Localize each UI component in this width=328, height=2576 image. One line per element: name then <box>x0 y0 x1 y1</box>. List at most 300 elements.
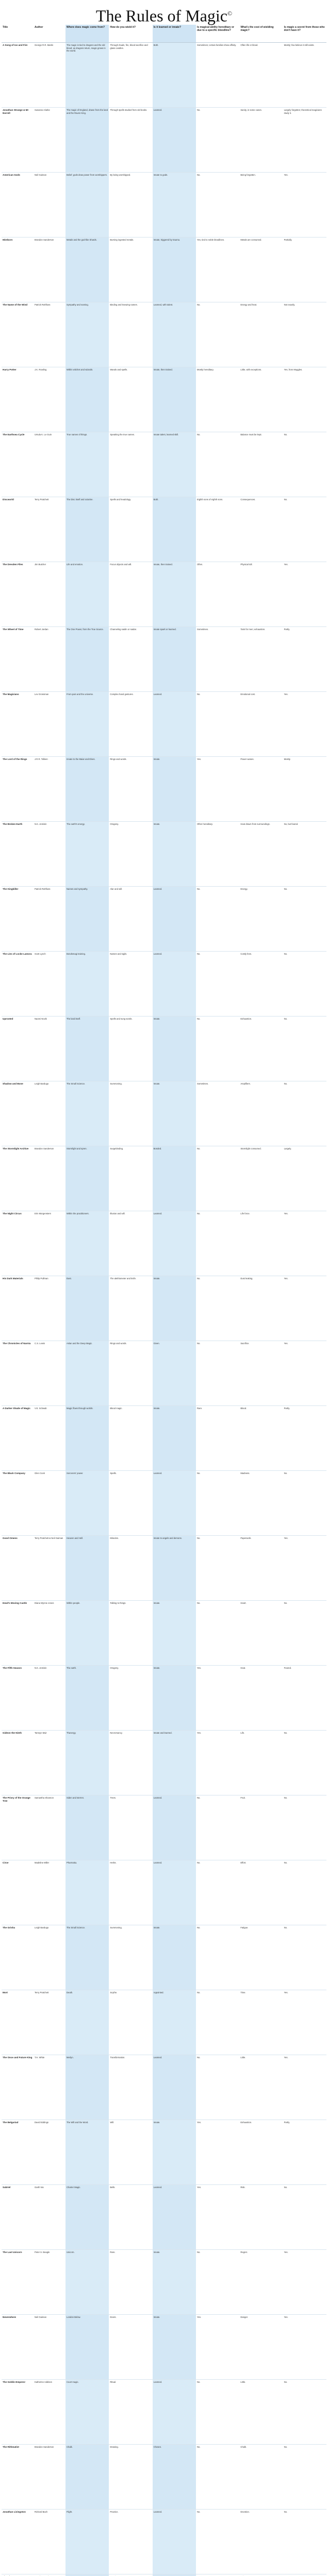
answer-cell: Exhaustion. <box>239 1016 283 1081</box>
book-title-cell: The Belgariad <box>2 2120 34 2185</box>
answer-cell: Summoning. <box>109 1081 152 1146</box>
answer-cell: No, but feared. <box>283 822 326 887</box>
book-title-cell: The Last Unicorn <box>2 2250 34 2315</box>
author-cell: Katherine Addison <box>34 2380 65 2445</box>
answer-cell: Charter Magic. <box>65 2185 109 2250</box>
author-cell: Brandon Sanderson <box>34 1146 65 1211</box>
answer-cell: Flight. <box>65 2510 109 2574</box>
author-cell: Jim Butcher <box>34 562 65 627</box>
book-title-cell: A Darker Shade of Magic <box>2 1406 34 1471</box>
answer-cell: Necromancy. <box>109 1731 152 1795</box>
author-cell: Richard Bach <box>34 2510 65 2574</box>
table-row <box>2 1341 326 1406</box>
answer-cell: Life and emotion. <box>65 562 109 627</box>
answer-cell: Sacrifice. <box>239 1341 283 1406</box>
answer-cell: Yes. <box>283 1536 326 1601</box>
answer-cell: Partly. <box>283 627 326 692</box>
answer-cell: Yes. <box>196 2185 239 2250</box>
answer-cell: No. <box>196 108 239 173</box>
table-row <box>2 2250 326 2315</box>
answer-cell: No. <box>283 432 326 497</box>
author-cell: David Eddings <box>34 2120 65 2185</box>
answer-cell: Yes. <box>283 2250 326 2315</box>
answer-cell: Innate. <box>153 2120 196 2185</box>
author-cell: Naomi Novik <box>34 1016 65 1081</box>
answer-cell: Blood magic. <box>109 1406 152 1471</box>
answer-cell: Little, with exceptions. <box>239 367 283 432</box>
table-row <box>2 2445 326 2510</box>
answer-cell: The earth's energy. <box>65 822 109 887</box>
answer-cell: No. <box>196 2380 239 2445</box>
answer-cell: Yes. <box>196 757 239 822</box>
book-title-cell: Neverwhere <box>2 2315 34 2380</box>
book-title-cell: Jonathan Livingston <box>2 2510 34 2574</box>
answer-cell: No. <box>196 2055 239 2120</box>
answer-cell: Danger. <box>239 2315 283 2380</box>
answer-cell: Innate spark or learned. <box>153 627 196 692</box>
answer-cell: Yes. <box>283 692 326 757</box>
author-cell: Neil Gaiman <box>34 2315 65 2380</box>
answer-cell: Learned. <box>153 2510 196 2574</box>
answer-cell: Paperwork. <box>239 1536 283 1601</box>
table-row <box>2 2380 326 2445</box>
answer-cell: Madness. <box>239 1471 283 1536</box>
answer-cell: Amplifiers. <box>239 1081 283 1146</box>
book-title-cell: The Lord of the Rings <box>2 757 34 822</box>
author-cell: Tamsyn Muir <box>34 1731 65 1795</box>
answer-cell: Dust. <box>65 1276 109 1341</box>
answer-cell: Often. <box>196 562 239 627</box>
column-header: How do you wield it? <box>109 25 152 43</box>
column-header: Is it learned or innate? <box>153 25 196 43</box>
answer-cell: Alar and will. <box>109 887 152 952</box>
answer-cell: Heat. <box>239 1666 283 1731</box>
answer-cell: No. <box>196 1211 239 1276</box>
table-row <box>2 1795 326 1860</box>
answer-cell: No. <box>196 1860 239 1925</box>
answer-cell: Yes. <box>283 2055 326 2120</box>
table-header <box>2 25 326 43</box>
answer-cell: Siden and sterren. <box>65 1795 109 1860</box>
answer-cell: Names and sympathy. <box>65 887 109 952</box>
answer-cell: No. <box>196 1016 239 1081</box>
answer-cell: Spells and headology. <box>109 497 152 562</box>
answer-cell: Merlyn. <box>65 2055 109 2120</box>
answer-cell: Innate. <box>153 1016 196 1081</box>
answer-cell: No. <box>283 2380 326 2445</box>
author-cell: Lev Grossman <box>34 692 65 757</box>
answer-cell: No. <box>283 1471 326 1536</box>
answer-cell: The land itself. <box>65 1016 109 1081</box>
answer-cell: Learned. <box>153 1795 196 1860</box>
table-row <box>2 887 326 952</box>
book-title-cell: The Magicians <box>2 692 34 757</box>
table-row <box>2 627 326 692</box>
table-row <box>2 1731 326 1795</box>
answer-cell: Learned. <box>153 952 196 1016</box>
answer-cell: Stormlight consumed. <box>239 1146 283 1211</box>
book-title-cell: Good Omens <box>2 1536 34 1601</box>
answer-cell: No. <box>196 2445 239 2510</box>
table-row <box>2 1666 326 1731</box>
author-cell: Susanna Clarke <box>34 108 65 173</box>
answer-cell: Innate. <box>153 822 196 887</box>
answer-cell: The earth. <box>65 1666 109 1731</box>
author-cell: Samantha Shannon <box>34 1795 65 1860</box>
book-title-cell: The Stormlight Archive <box>2 1146 34 1211</box>
answer-cell: Innate, then trained. <box>153 562 196 627</box>
table-row <box>2 2185 326 2250</box>
book-title-cell: The Fifth Season <box>2 1666 34 1731</box>
book-title-cell: Shadow and Bone <box>2 1081 34 1146</box>
table-row <box>2 2120 326 2185</box>
book-title-cell: The Grisha <box>2 1925 34 1990</box>
answer-cell: Innate. <box>153 1601 196 1666</box>
answer-cell: Innate. <box>153 2315 196 2380</box>
answer-cell: Fatigue. <box>239 1925 283 1990</box>
answer-cell <box>283 2574 326 2576</box>
answer-cell: No. <box>283 1081 326 1146</box>
answer-cell: Pharmaka. <box>65 1860 109 1925</box>
author-cell: N.K. Jemisin <box>34 822 65 887</box>
answer-cell: Feared. <box>283 1666 326 1731</box>
answer-cell: No. <box>283 1860 326 1925</box>
answer-cell: Innate. <box>153 1406 196 1471</box>
answer-cell: Power wanes. <box>239 757 283 822</box>
page-title <box>2 0 326 25</box>
book-title-cell: Circe <box>2 1860 34 1925</box>
book-title-cell: The Chronicles of Narnia <box>2 1341 34 1406</box>
author-cell: Glen Cook <box>34 1471 65 1536</box>
answer-cell: Partially. <box>283 238 326 302</box>
answer-cell: Yes. <box>283 1990 326 2055</box>
answer-cell: No. <box>196 2250 239 2315</box>
table-row <box>2 43 326 108</box>
answer-cell: Both. <box>153 43 196 108</box>
answer-cell: Heart. <box>239 1601 283 1666</box>
answer-cell <box>153 2574 196 2576</box>
author-cell: C.S. Lewis <box>34 1341 65 1406</box>
answer-cell: Doors. <box>109 2315 152 2380</box>
book-title-cell: The Priory of the Orange Tree <box>2 1795 34 1860</box>
book-title-cell: A Song of Ice and Fire <box>2 43 34 108</box>
answer-cell: Drawing. <box>109 2445 152 2510</box>
author-cell: Ursula K. Le Guin <box>34 432 65 497</box>
answer-cell: No. <box>196 173 239 238</box>
answer-cell: Heat drawn from surroundings. <box>239 822 283 887</box>
answer-cell: Speaking the true names. <box>109 432 152 497</box>
column-header: Is magical ability hereditary or due to a specific bloodline? <box>196 25 239 43</box>
book-title-cell: Jonathan Strange & Mr Norrell <box>2 108 34 173</box>
author-cell: V.E. Schwab <box>34 1406 65 1471</box>
answer-cell: Learned. <box>153 2380 196 2445</box>
book-title-cell: Uprooted <box>2 1016 34 1081</box>
answer-cell: Partly. <box>283 2120 326 2185</box>
answer-cell: Illusion and will. <box>109 1211 152 1276</box>
answer-cell: Being forgotten. <box>239 173 283 238</box>
answer-cell: The magic of England, drawn from the land and the Raven King. <box>65 108 109 173</box>
answer-cell <box>109 2574 152 2576</box>
author-cell: J.K. Rowling <box>34 367 65 432</box>
answer-cell: Yes. <box>196 1731 239 1795</box>
answer-cell <box>196 2574 239 2576</box>
book-title-cell: Gideon the Ninth <box>2 1731 34 1795</box>
answer-cell: No. <box>283 2185 326 2250</box>
author-cell <box>34 2574 65 2576</box>
answer-cell: No. <box>283 1601 326 1666</box>
answer-cell: Rings and words. <box>109 1341 152 1406</box>
book-title-cell: The Night Circus <box>2 1211 34 1276</box>
book-title-cell: The Once and Future King <box>2 2055 34 2120</box>
author-cell: Peter S. Beagle <box>34 2250 65 2315</box>
answer-cell: Will. <box>109 2120 152 2185</box>
answer-cell: Appointed. <box>153 1990 196 2055</box>
magic-table <box>2 25 326 2576</box>
author-cell: Patrick Rothfuss <box>34 302 65 367</box>
answer-cell: Orogeny. <box>109 822 152 887</box>
answer-cell: Yes. <box>283 1211 326 1276</box>
answer-cell: Yes, from Muggles. <box>283 367 326 432</box>
answer-cell: Innate, triggered by trauma. <box>153 238 196 302</box>
answer-cell: No. <box>283 952 326 1016</box>
answer-cell: Stormlight and spren. <box>65 1146 109 1211</box>
answer-cell: Metals and the god-like Shards. <box>65 238 109 302</box>
author-cell: Madeline Miller <box>34 1860 65 1925</box>
answer-cell: Costly fees. <box>239 952 283 1016</box>
answer-cell: The alethiometer and knife. <box>109 1276 152 1341</box>
answer-cell: No. <box>196 1341 239 1406</box>
answer-cell: Orogeny. <box>109 1666 152 1731</box>
answer-cell: Scythe. <box>109 1990 152 2055</box>
author-cell: Erin Morgenstern <box>34 1211 65 1276</box>
answer-cell: No. <box>283 887 326 952</box>
answer-cell: No. <box>196 1601 239 1666</box>
answer-cell: Rings and words. <box>109 757 152 822</box>
answer-cell: Both. <box>153 497 196 562</box>
answer-cell: Unicorn. <box>65 2250 109 2315</box>
answer-cell: Innate. <box>153 757 196 822</box>
answer-cell: Chalk. <box>65 2445 109 2510</box>
answer-cell: No. <box>196 1990 239 2055</box>
answer-cell: Names and sigils. <box>109 952 152 1016</box>
book-title-cell: The Broken Earth <box>2 822 34 887</box>
answer-cell: Yes. <box>196 1666 239 1731</box>
answer-cell: Mostly hereditary. <box>196 367 239 432</box>
answer-cell: Aslan and the Deep Magic. <box>65 1341 109 1406</box>
table-row <box>2 1016 326 1081</box>
book-title-cell: The Wheel of Time <box>2 627 34 692</box>
answer-cell <box>239 2574 283 2576</box>
table-row <box>2 822 326 887</box>
answer-cell <box>65 2574 109 2576</box>
answer-cell: Time. <box>239 1990 283 2055</box>
author-cell: T.H. White <box>34 2055 65 2120</box>
answer-cell: The Small Science. <box>65 1081 109 1146</box>
answer-cell: No. <box>196 1925 239 1990</box>
answer-cell: No. <box>196 1276 239 1341</box>
answer-cell: Focus objects and will. <box>109 562 152 627</box>
answer-cell: Little. <box>239 2380 283 2445</box>
answer-cell: Learned. <box>153 2055 196 2120</box>
answer-cell: No. <box>283 1925 326 1990</box>
answer-cell: Learned. <box>153 692 196 757</box>
author-cell: Robert Jordan <box>34 627 65 692</box>
title-mark: © <box>227 10 233 17</box>
book-title-cell: His Dark Materials <box>2 1276 34 1341</box>
answer-cell: Court magic. <box>65 2380 109 2445</box>
answer-cell: Given. <box>153 1341 196 1406</box>
answer-cell: Wands and spells. <box>109 367 152 432</box>
page-title-text: The Rules of Magic <box>95 6 227 25</box>
answer-cell: Rare. <box>109 2250 152 2315</box>
table-row <box>2 757 326 822</box>
answer-cell: Chalk. <box>239 2445 283 2510</box>
answer-cell: Often hereditary. <box>196 822 239 887</box>
answer-cell: Learned, with talent. <box>153 302 196 367</box>
column-header: Title <box>2 25 34 43</box>
answer-cell: Mostly; few believe it still exists. <box>283 43 326 108</box>
answer-cell: Life. <box>239 1731 283 1795</box>
answer-cell: Bonded. <box>153 1146 196 1211</box>
answer-cell: Learned. <box>153 1471 196 1536</box>
table-row <box>2 1990 326 2055</box>
answer-cell: Exhaustion. <box>239 2120 283 2185</box>
answer-cell: Yes. <box>283 1341 326 1406</box>
answer-cell: Mostly. <box>283 757 326 822</box>
table-row <box>2 952 326 1016</box>
answer-cell: Learned. <box>153 1860 196 1925</box>
book-title-cell: Discworld <box>2 497 34 562</box>
table-row <box>2 367 326 432</box>
author-cell: Leigh Bardugo <box>34 1081 65 1146</box>
author-cell: Scott Lynch <box>34 952 65 1016</box>
author-cell: Patrick Rothfuss <box>34 887 65 952</box>
answer-cell: No. <box>196 887 239 952</box>
answer-cell: Sometimes. <box>196 627 239 692</box>
table-row <box>2 1925 326 1990</box>
answer-cell: Learned. <box>153 1211 196 1276</box>
answer-cell: Innate. <box>153 1666 196 1731</box>
author-cell: N.K. Jemisin <box>34 1666 65 1731</box>
answer-cell: Dust leaking. <box>239 1276 283 1341</box>
answer-cell: Through rituals, fire, blood sacrifice and glass candles. <box>109 43 152 108</box>
answer-cell: Learned. <box>153 887 196 952</box>
answer-cell: No. <box>196 302 239 367</box>
answer-cell: Sorcerers' power. <box>65 1471 109 1536</box>
answer-cell: London Below. <box>65 2315 109 2380</box>
author-cell: Neil Gaiman <box>34 173 65 238</box>
table-row <box>2 1601 326 1666</box>
answer-cell: Spells and sung words. <box>109 1016 152 1081</box>
answer-cell: Largely. <box>283 1146 326 1211</box>
answer-cell: Innate to angels and demons. <box>153 1536 196 1601</box>
answer-cell: Devotion. <box>239 2510 283 2574</box>
book-title-cell: The Rithmatist <box>2 2445 34 2510</box>
answer-cell: Ritual. <box>109 2380 152 2445</box>
book-title-cell: The Name of the Wind <box>2 302 34 367</box>
answer-cell: No. <box>283 1795 326 1860</box>
answer-cell: Complex hand gestures. <box>109 692 152 757</box>
book-title-cell: The Goblin Emperor <box>2 2380 34 2445</box>
table-row <box>2 562 326 627</box>
table-row <box>2 173 326 238</box>
answer-cell: Innate. <box>153 2250 196 2315</box>
author-cell: Terry Pratchett <box>34 497 65 562</box>
answer-cell: No. <box>196 2510 239 2574</box>
answer-cell: Channeling saidin or saidar. <box>109 627 152 692</box>
answer-cell: Miracles. <box>109 1536 152 1601</box>
book-title-cell: Sabriel <box>2 2185 34 2250</box>
answer-cell: Sometimes; certain families show affinity. <box>196 43 239 108</box>
answer-cell: No. <box>283 2510 326 2574</box>
answer-cell: No. <box>283 1731 326 1795</box>
answer-cell: Practice. <box>109 2510 152 2574</box>
table-row <box>2 1536 326 1601</box>
answer-cell: Bondsmagi training. <box>65 952 109 1016</box>
answer-cell: The One Power, from the True Source. <box>65 627 109 692</box>
answer-cell: The Disc itself and octarine. <box>65 497 109 562</box>
answer-cell: Taint for men; exhaustion. <box>239 627 283 692</box>
answer-cell: Belief; gods draw power from worshippers. <box>65 173 109 238</box>
answer-cell: No. <box>196 952 239 1016</box>
book-title-cell: Harry Potter <box>2 367 34 432</box>
column-header: What's the cost of wielding magic? <box>239 25 283 43</box>
answer-cell: Yes. <box>196 2120 239 2185</box>
answer-cell: Spells. <box>109 1471 152 1536</box>
author-cell: George R.R. Martin <box>34 43 65 108</box>
table-row <box>2 497 326 562</box>
answer-cell: Herbs. <box>109 1860 152 1925</box>
answer-cell: No. <box>196 1471 239 1536</box>
answer-cell: Yes. <box>283 1276 326 1341</box>
table-row <box>2 238 326 302</box>
answer-cell: The Will and the Word. <box>65 2120 109 2185</box>
table-row <box>2 1860 326 1925</box>
answer-cell: Within the practitioners. <box>65 1211 109 1276</box>
book-title-cell: The Black Company <box>2 1471 34 1536</box>
answer-cell: Learned. <box>153 108 196 173</box>
answer-cell: Thanergy. <box>65 1731 109 1795</box>
author-cell: Leigh Bardugo <box>34 1925 65 1990</box>
answer-cell: Energy and heat. <box>239 302 283 367</box>
book-title-cell: American Gods <box>2 173 34 238</box>
answer-cell: Blood. <box>239 1406 283 1471</box>
author-cell: Diana Wynne Jones <box>34 1601 65 1666</box>
book-title-cell: Mort <box>2 1990 34 2055</box>
author-cell: Garth Nix <box>34 2185 65 2250</box>
answer-cell: Innate, then trained. <box>153 367 196 432</box>
author-cell: J.R.R. Tolkien <box>34 757 65 822</box>
book-title-cell <box>2 2574 34 2576</box>
answer-cell: Innate talent, learned skill. <box>153 432 196 497</box>
book-title-cell: The Earthsea Cycle <box>2 432 34 497</box>
answer-cell: Summoning. <box>109 1925 152 1990</box>
table-body <box>2 43 326 2576</box>
answer-cell: Energy. <box>239 887 283 952</box>
table-row <box>2 2574 326 2576</box>
answer-cell: Not exactly. <box>283 302 326 367</box>
table-row <box>2 692 326 757</box>
answer-cell: Innate to gods. <box>153 173 196 238</box>
answer-cell: Fruit. <box>239 1795 283 1860</box>
answer-cell: Often life or blood. <box>239 43 283 108</box>
answer-cell: Innate. <box>153 1925 196 1990</box>
book-title-cell: The Kingkiller <box>2 887 34 952</box>
book-title-cell: Howl's Moving Castle <box>2 1601 34 1666</box>
answer-cell: Sympathy and naming. <box>65 302 109 367</box>
book-title-cell: The Lies of Locke Lamora <box>2 952 34 1016</box>
answer-cell: Bells. <box>109 2185 152 2250</box>
